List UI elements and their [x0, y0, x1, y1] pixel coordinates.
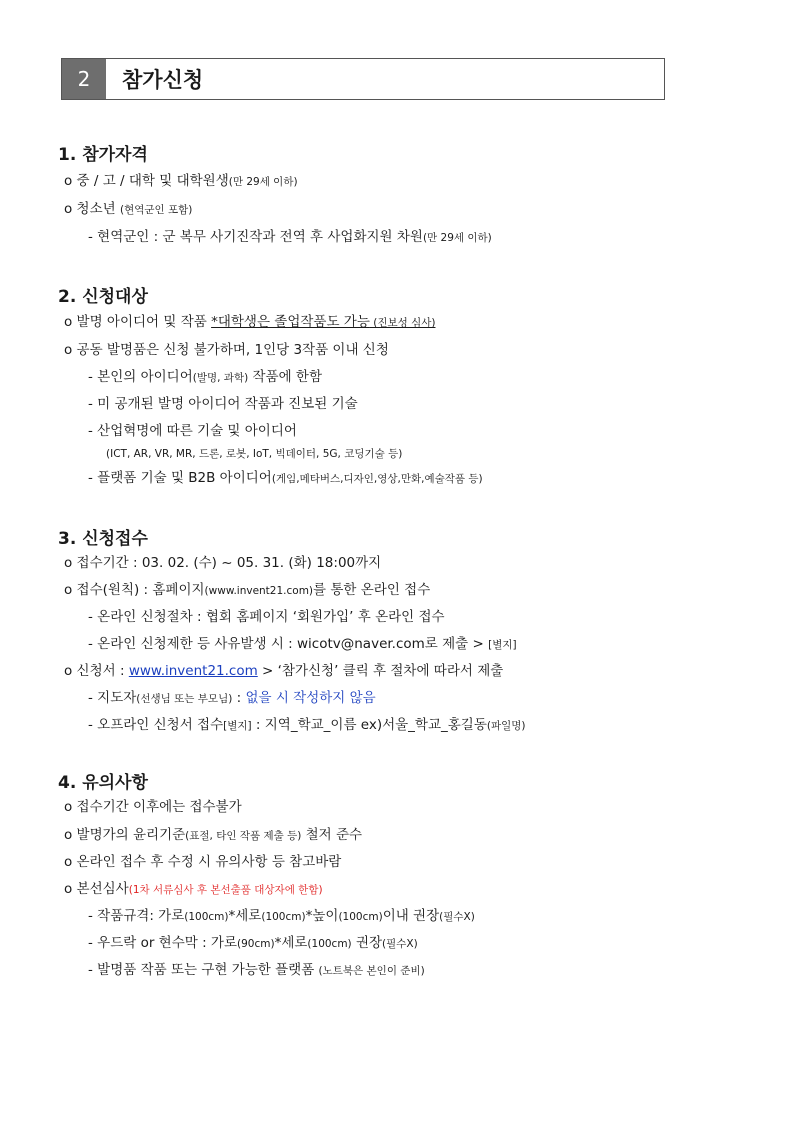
target-line-5: - 산업혁명에 따른 기술 및 아이디어: [88, 423, 297, 439]
heading-notes: 4. 유의사항: [58, 773, 148, 793]
heading-target: 2. 신청대상: [58, 287, 148, 307]
submission-line-7: - 오프라인 신청서 접수[별지] : 지역_학교_이름 ex)서울_학교_홍길동(파일명): [88, 717, 526, 733]
section-title: 참가신청: [122, 68, 204, 92]
section-header: [61, 58, 665, 100]
eligibility-line-3: - 현역군인 : 군 복무 사기진작과 전역 후 사업화지원 차원(만 29세 이하): [88, 229, 492, 245]
notes-line-6: - 우드락 or 현수막 : 가로(90cm)*세로(100cm) 권장(필수X): [88, 935, 418, 951]
invent21-link[interactable]: www.invent21.com: [128, 663, 258, 679]
target-line-6: (ICT, AR, VR, MR, 드론, 로봇, IoT, 빅데이터, 5G, 코딩기술 등): [106, 448, 403, 460]
notes-line-2: o 발명가의 윤리기준(표절, 타인 작품 제출 등) 철저 준수: [64, 827, 363, 843]
target-line-7: - 플랫폼 기술 및 B2B 아이디어(게임,메타버스,디자인,영상,만화,예술작품 등): [88, 470, 483, 486]
notes-line-4: o 본선심사(1차 서류심사 후 본선출품 대상자에 한함): [64, 881, 323, 897]
submission-line-2: o 접수(원칙) : 홈페이지(www.invent21.com)를 통한 온라인 접수: [64, 582, 431, 598]
submission-line-3: - 온라인 신청절차 : 협회 홈페이지 ‘회원가입’ 후 온라인 접수: [88, 609, 445, 625]
submission-line-5: o 신청서 : www.invent21.com > ‘참가신청’ 클릭 후 절차에 따라서 제출: [64, 663, 504, 679]
target-line-1: o 발명 아이디어 및 작품 *대학생은 졸업작품도 가능 (진보성 심사): [64, 314, 436, 330]
target-line-3: - 본인의 아이디어(발명, 과학) 작품에 한함: [88, 369, 322, 385]
notes-line-1: o 접수기간 이후에는 접수불가: [64, 799, 242, 815]
submission-line-1: o 접수기간 : 03. 02. (수) ~ 05. 31. (화) 18:00까지: [64, 555, 382, 571]
target-line-2: o 공동 발명품은 신청 불가하며, 1인당 3작품 이내 신청: [64, 342, 389, 358]
target-line-4: - 미 공개된 발명 아이디어 작품과 진보된 기술: [88, 396, 358, 412]
heading-submission: 3. 신청접수: [58, 529, 148, 549]
submission-line-4: - 온라인 신청제한 등 사유발생 시 : wicotv@naver.com로 제출 > [별지]: [88, 636, 517, 652]
section-number: 2: [62, 59, 106, 99]
submission-line-6: - 지도자(선생님 또는 부모님) : 없을 시 작성하지 않음: [88, 690, 376, 706]
notes-line-7: - 발명품 작품 또는 구현 가능한 플랫폼 (노트북은 본인이 준비): [88, 962, 425, 978]
notes-line-5: - 작품규격: 가로(100cm)*세로(100cm)*높이(100cm)이내 권장(필수X): [88, 908, 475, 924]
heading-eligibility: 1. 참가자격: [58, 145, 148, 165]
eligibility-line-2: o 청소년 (현역군인 포함): [64, 201, 193, 217]
eligibility-line-1: o 중 / 고 / 대학 및 대학원생(만 29세 이하): [64, 173, 298, 189]
notes-line-3: o 온라인 접수 후 수정 시 유의사항 등 참고바람: [64, 854, 342, 870]
